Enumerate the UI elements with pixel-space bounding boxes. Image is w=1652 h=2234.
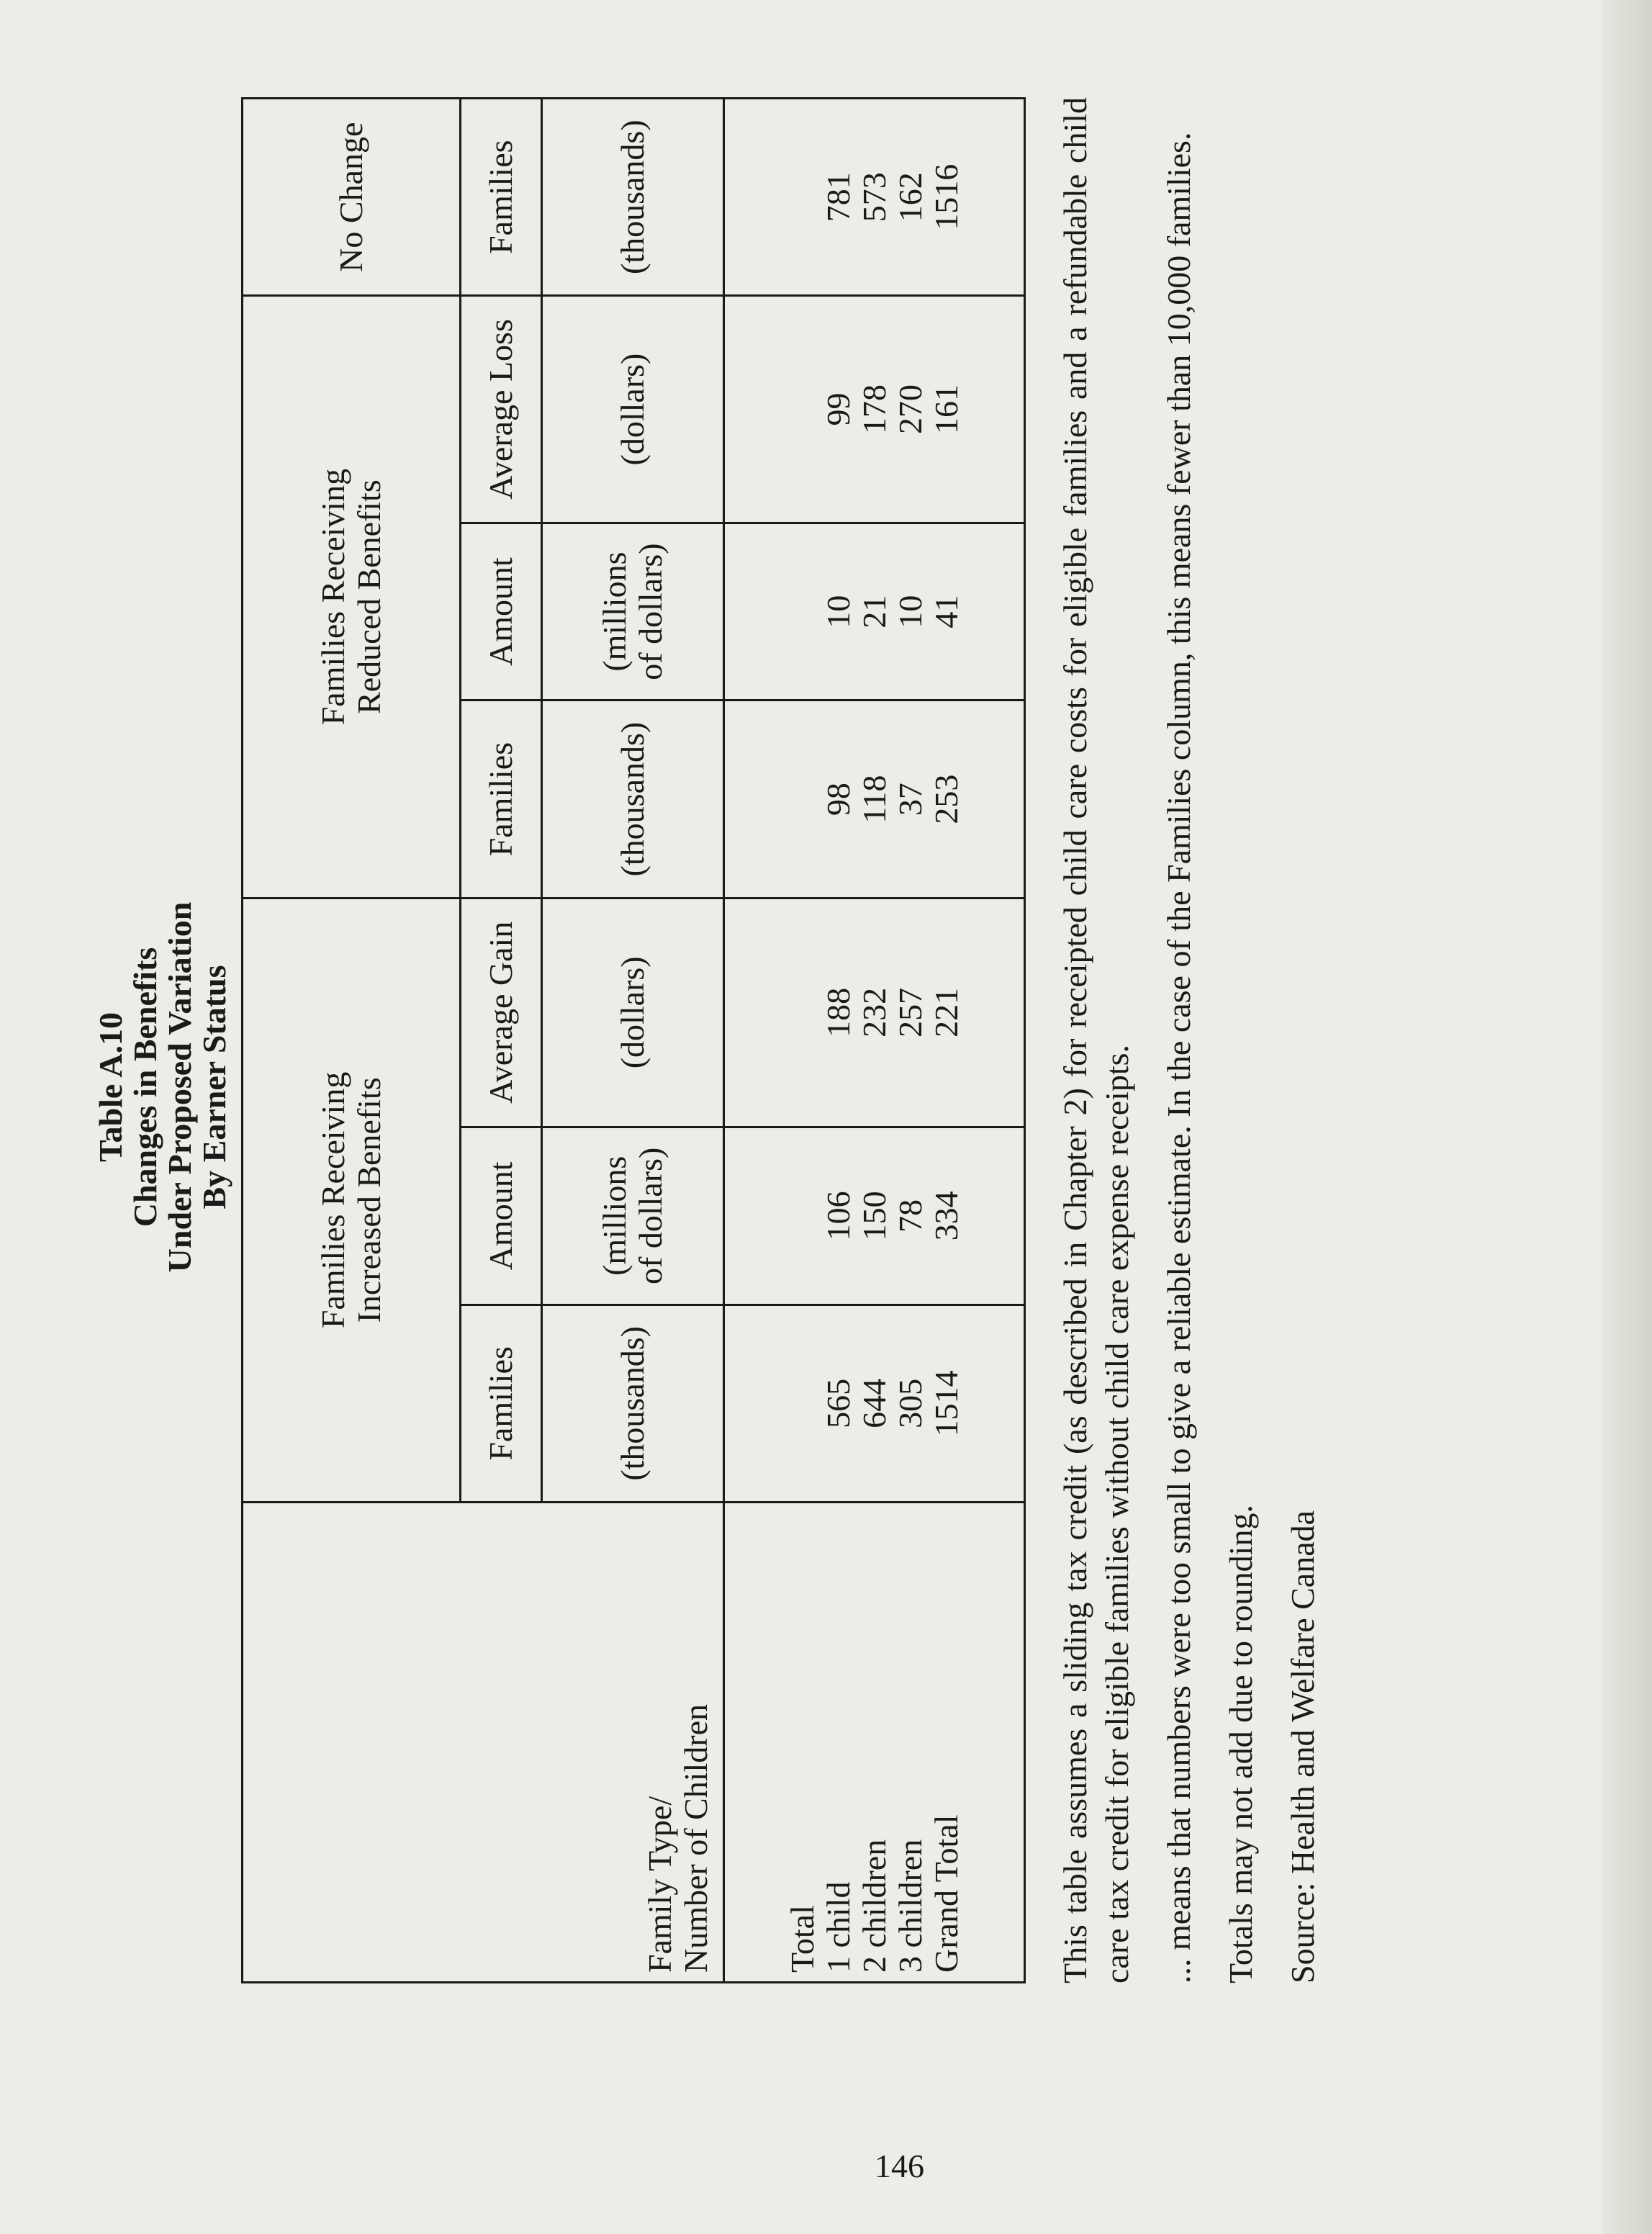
title-line-2: Changes in Benefits — [127, 947, 163, 1228]
cell-red-families-grand: 253 — [927, 774, 965, 824]
row-labels-cell — [724, 1503, 1025, 1983]
page-number: 146 — [875, 2148, 924, 2184]
unit-red-amount-line-2: of dollars) — [632, 543, 669, 680]
col-red-avg-loss: Average Loss — [461, 296, 542, 523]
cell-inc-amount-3: 78 — [891, 1199, 929, 1233]
unit-inc-avg-gain: (dollars) — [542, 898, 724, 1127]
note-rounding: Totals may not add due to rounding. — [1222, 1505, 1259, 1983]
cell-red-families-2: 118 — [855, 775, 893, 824]
cell-inc-amount-total — [785, 1137, 821, 1295]
unit-inc-families: (thousands) — [542, 1305, 724, 1502]
group-reduced — [243, 296, 461, 898]
cell-red-amount-1: 10 — [819, 595, 857, 629]
cell-red-families-1: 98 — [819, 783, 857, 816]
inc-amount-values — [724, 1127, 1025, 1305]
col-inc-avg-gain: Average Gain — [461, 898, 542, 1127]
cell-inc-gain-2: 232 — [855, 987, 893, 1037]
cell-inc-gain-total — [785, 908, 821, 1117]
row-label-3-children: 3 children — [891, 1839, 929, 1973]
benefits-table — [241, 97, 1026, 1983]
unit-red-amount-line-1: (millions — [596, 551, 633, 672]
cell-red-amount-total — [785, 533, 821, 691]
row-label-grand-total: Grand Total — [927, 1814, 965, 1973]
row-header-line-2: Number of Children — [677, 1703, 714, 1973]
col-inc-families: Families — [461, 1305, 542, 1502]
col-inc-amount: Amount — [461, 1127, 542, 1305]
col-nc-families: Families — [461, 99, 542, 296]
col-red-families: Families — [461, 701, 542, 898]
cell-inc-families-1: 565 — [819, 1378, 857, 1428]
cell-inc-gain-grand: 221 — [927, 987, 965, 1037]
group-no-change: No Change — [243, 99, 461, 296]
cell-red-loss-grand: 161 — [927, 384, 965, 435]
note-assumption: This table assumes a sliding tax credit (as described in Chapter 2) for receipted child care costs for eligible families and a refundable child care tax credit for eligible families without child care expense receipts. — [1057, 97, 1135, 1983]
cell-red-amount-3: 10 — [891, 595, 929, 629]
row-label-1-child: 1 child — [819, 1881, 857, 1973]
cell-nc-families-total — [785, 108, 821, 286]
unit-red-amount — [542, 523, 724, 701]
col-red-amount: Amount — [461, 523, 542, 701]
group-reduced-line-1: Families Receiving — [315, 468, 351, 726]
cell-red-families-3: 37 — [891, 783, 929, 816]
cell-nc-families-1: 781 — [819, 172, 857, 222]
cell-inc-gain-3: 257 — [891, 987, 929, 1037]
table-title — [94, 90, 232, 2084]
title-line-1: Table A.10 — [92, 1012, 129, 1162]
cell-red-loss-2: 178 — [855, 384, 893, 435]
title-line-4: By Earner Status — [196, 965, 233, 1210]
row-header-cell — [243, 1503, 724, 1983]
unit-inc-amount — [542, 1127, 724, 1305]
unit-nc-families: (thousands) — [542, 99, 724, 296]
cell-inc-amount-grand: 334 — [927, 1191, 965, 1241]
nc-families-values — [724, 99, 1025, 296]
cell-red-loss-3: 270 — [891, 384, 929, 435]
cell-inc-amount-2: 150 — [855, 1191, 893, 1241]
inc-families-values — [724, 1305, 1025, 1502]
cell-inc-families-3: 305 — [891, 1378, 929, 1428]
cell-red-amount-2: 21 — [855, 595, 893, 629]
group-increased-line-2: Increased Benefits — [351, 1077, 387, 1323]
page-edge-shadow — [1602, 0, 1652, 2234]
cell-inc-amount-1: 106 — [819, 1191, 857, 1241]
cell-nc-families-3: 162 — [891, 172, 929, 222]
group-increased-line-1: Families Receiving — [315, 1071, 351, 1329]
cell-nc-families-grand: 1516 — [927, 163, 965, 230]
cell-inc-families-grand: 1514 — [927, 1370, 965, 1437]
unit-inc-amount-line-1: (millions — [596, 1156, 633, 1276]
row-label-total: Total — [783, 1905, 821, 1973]
cell-red-amount-grand: 41 — [927, 595, 965, 629]
group-increased — [243, 898, 461, 1502]
unit-inc-amount-line-2: of dollars) — [632, 1147, 669, 1284]
cell-red-loss-1: 99 — [819, 392, 857, 426]
unit-red-families: (thousands) — [542, 701, 724, 898]
title-line-3: Under Proposed Variation — [161, 901, 198, 1273]
note-ellipsis: ... means that numbers were too small to give a reliable estimate. In the case of the Families column, this means fewer than 10,000 families. — [1160, 132, 1197, 1983]
rotated-content — [92, 90, 1321, 2084]
cell-red-loss-total — [785, 305, 821, 513]
row-label-2-children: 2 children — [855, 1839, 893, 1973]
group-reduced-line-2: Reduced Benefits — [351, 479, 387, 714]
table-notes — [1055, 97, 1344, 1983]
red-families-values — [724, 701, 1025, 898]
red-avg-loss-values — [724, 296, 1025, 523]
row-header-line-1: Family Type/ — [641, 1796, 678, 1973]
inc-avg-gain-values — [724, 898, 1025, 1127]
unit-red-avg-loss: (dollars) — [542, 296, 724, 523]
red-amount-values — [724, 523, 1025, 701]
cell-red-families-total — [785, 710, 821, 888]
cell-nc-families-2: 573 — [855, 172, 893, 222]
cell-inc-families-total — [785, 1315, 821, 1492]
cell-inc-gain-1: 188 — [819, 987, 857, 1037]
cell-inc-families-2: 644 — [855, 1378, 893, 1428]
note-source: Source: Health and Welfare Canada — [1284, 1510, 1321, 1983]
